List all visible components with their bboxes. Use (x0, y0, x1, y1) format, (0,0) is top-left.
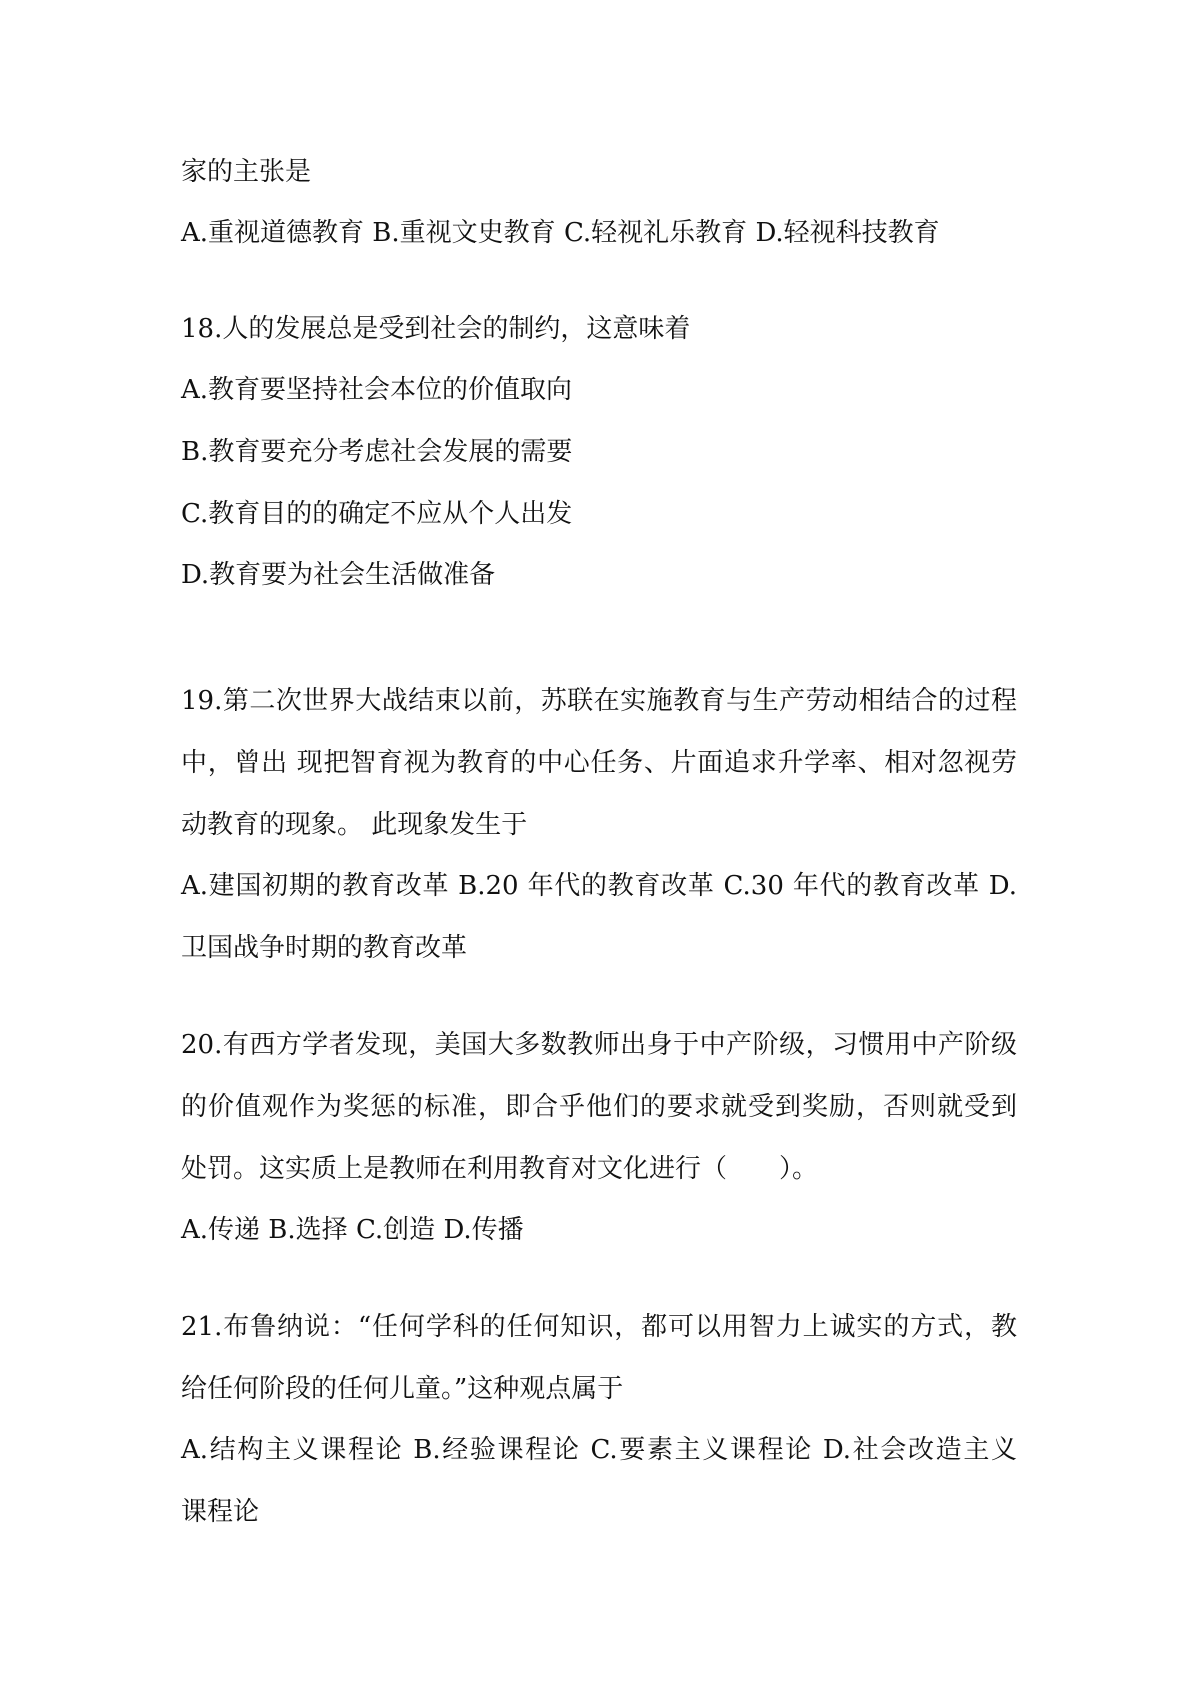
q20-options: A.传递 B.选择 C.创造 D.传播 (181, 1215, 524, 1245)
q21-stem-line-2: 给任何阶段的任何儿童。”这种观点属于 (181, 1374, 624, 1404)
q18-option-c: C.教育目的的确定不应从个人出发 (181, 499, 573, 529)
q18-option-b: B.教育要充分考虑社会发展的需要 (181, 437, 573, 467)
q21-options-line-2: 课程论 (181, 1497, 260, 1527)
q20-stem-line-1: 20.有西方学者发现，美国大多数教师出身于中产阶级，习惯用中产阶级 (181, 1030, 1017, 1060)
q21-options-line-1: A.结构主义课程论 B.经验课程论 C.要素主义课程论 D.社会改造主义 (181, 1435, 1017, 1465)
q17-options: A.重视道德教育 B.重视文史教育 C.轻视礼乐教育 D.轻视科技教育 (181, 218, 940, 248)
q18-stem: 18.人的发展总是受到社会的制约，这意味着 (181, 314, 691, 344)
q19-options-line-1: A.建国初期的教育改革 B.20 年代的教育改革 C.30 年代的教育改革 D. (181, 871, 1017, 901)
q20-stem-line-2: 的价值观作为奖惩的标准，即合乎他们的要求就受到奖励，否则就受到 (181, 1092, 1017, 1122)
q21-stem-line-1: 21.布鲁纳说：“任何学科的任何知识，都可以用智力上诚实的方式，教 (181, 1312, 1017, 1342)
q18-option-a: A.教育要坚持社会本位的价值取向 (181, 375, 573, 405)
q19-stem-line-3: 动教育的现象。 此现象发生于 (181, 810, 528, 840)
q19-stem-line-1: 19.第二次世界大战结束以前，苏联在实施教育与生产劳动相结合的过程 (181, 686, 1017, 716)
q20-stem-line-3: 处罚。这实质上是教师在利用教育对文化进行（ ）。 (181, 1154, 819, 1184)
q19-options-line-2: 卫国战争时期的教育改革 (181, 933, 468, 963)
q18-option-d: D.教育要为社会生活做准备 (181, 560, 496, 590)
q19-stem-line-2: 中，曾出 现把智育视为教育的中心任务、片面追求升学率、相对忽视劳 (181, 748, 1017, 778)
q17-stem-continuation: 家的主张是 (181, 157, 312, 187)
